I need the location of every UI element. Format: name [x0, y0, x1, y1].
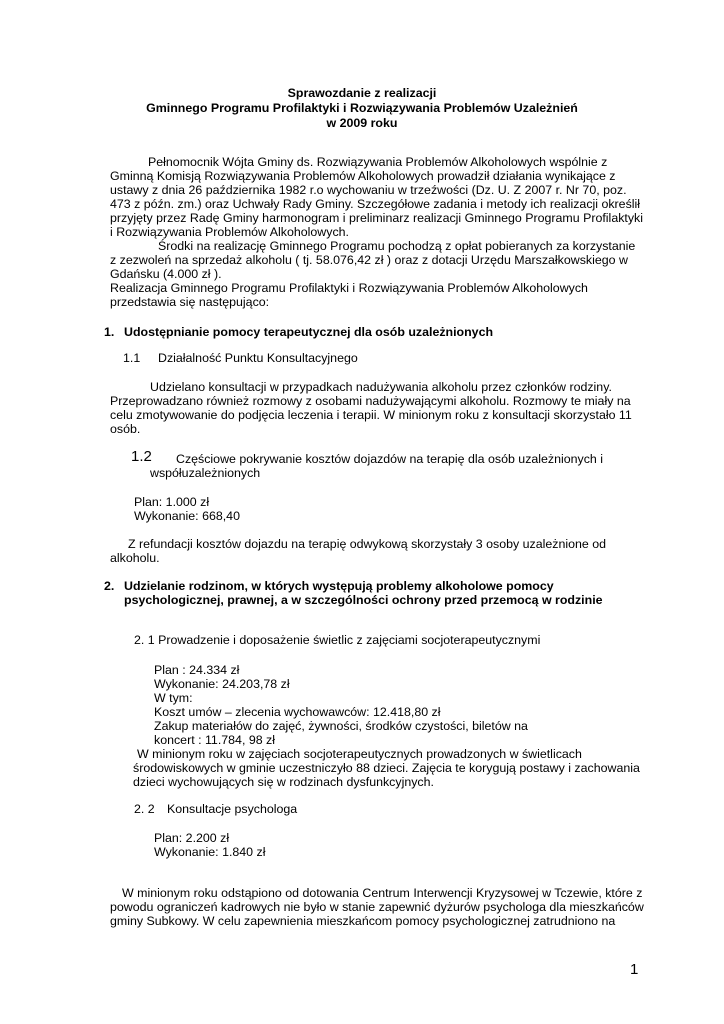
- paragraph-line: gminy Subkowy. W celu zapewnienia mieszkańcom pomocy psychologicznej zatrudniono na: [110, 914, 616, 928]
- execution-value: Wykonanie: 668,40: [134, 509, 240, 523]
- plan-value: Plan: 2.200 zł: [154, 831, 230, 845]
- intro-line: Realizacja Gminnego Programu Profilaktyki i Rozwiązywania Problemów Alkoholowych: [110, 281, 588, 295]
- including-label: W tym:: [154, 691, 193, 705]
- paragraph-line: Przeprowadzano również rozmowy z osobami nadużywającymi alkoholu. Rozmowy te miały na: [110, 394, 631, 408]
- paragraph-line: W minionym roku w zajęciach socjoterapeutycznych prowadzonych w świetlicach: [137, 747, 582, 761]
- page-number: 1: [630, 961, 639, 978]
- subsection-1-2-number: 1.2: [131, 448, 152, 465]
- intro-line: Środki na realizację Gminnego Programu pochodzą z opłat pobieranych za korzystanie: [158, 239, 636, 253]
- plan-value: Plan: 1.000 zł: [134, 495, 210, 509]
- paragraph-line: celu zmotywowanie do podjęcia leczenia i terapii. W minionym roku z konsultacji skorzystało 11: [110, 408, 632, 422]
- execution-value: Wykonanie: 1.840 zł: [154, 845, 266, 859]
- intro-line: i Rozwiązywania Problemów Alkoholowych.: [110, 225, 349, 239]
- subsection-1-2-title: Częściowe pokrywanie kosztów dojazdów na terapię dla osób uzależnionych i: [176, 452, 604, 466]
- paragraph-line: Z refundacji kosztów dojazdu na terapię odwykową skorzystały 3 osoby uzależnione od: [128, 537, 606, 551]
- intro-line: Pełnomocnik Wójta Gminy ds. Rozwiązywania Problemów Alkoholowych wspólnie z: [148, 155, 608, 169]
- section-2-heading: psychologicznej, prawnej, a w szczególności ochrony przed przemocą w rodzinie: [124, 593, 603, 607]
- cost-line: Koszt umów – zlecenia wychowawców: 12.418,80 zł: [154, 705, 441, 719]
- subsection-1-2-title: współuzależnionych: [150, 466, 261, 480]
- section-2-heading: Udzielanie rodzinom, w których występują problemy alkoholowe pomocy: [124, 579, 554, 593]
- paragraph-line: alkoholu.: [110, 551, 160, 565]
- intro-line: przyjęty przez Radę Gminy harmonogram i preliminarz realizacji Gminnego Programu Profilaktyki: [110, 211, 643, 225]
- intro-line: Gminną Komisją Rozwiązywania Problemów Alkoholowych prowadził działania wynikające z: [110, 169, 616, 183]
- intro-line: ustawy z dnia 26 października 1982 r.o wychowaniu w trzeźwości (Dz. U. Z 2007 r. Nr 70, poz.: [110, 183, 627, 197]
- subsection-2-2-number: 2. 2: [134, 802, 155, 816]
- title-line-3: w 2009 roku: [326, 116, 398, 130]
- intro-line: przedstawia się następująco:: [110, 295, 270, 309]
- intro-line: 473 z późn. zm.) oraz Uchwały Rady Gminy. Szczegółowe zadania i metody ich realizacji określił: [110, 197, 641, 211]
- execution-value: Wykonanie: 24.203,78 zł: [154, 677, 290, 691]
- paragraph-line: osób.: [110, 422, 141, 436]
- section-1-heading: Udostępnianie pomocy terapeutycznej dla osób uzależnionych: [124, 325, 494, 339]
- paragraph-line: W minionym roku odstąpiono od dotowania Centrum Interwencji Kryzysowej w Tczewie, które z: [122, 886, 643, 900]
- cost-line: Zakup materiałów do zajęć, żywności, środków czystości, biletów na: [154, 719, 528, 733]
- subsection-2-2-title: Konsultacje psychologa: [167, 802, 298, 816]
- subsection-1-1-number: 1.1: [123, 351, 141, 365]
- subsection-1-1-title: Działalność Punktu Konsultacyjnego: [158, 351, 358, 365]
- cost-line: koncert : 11.784, 98 zł: [154, 733, 275, 747]
- paragraph-line: Udzielano konsultacji w przypadkach nadużywania alkoholu przez członków rodziny.: [150, 380, 612, 394]
- title-line-2: Gminnego Programu Profilaktyki i Rozwiązywania Problemów Uzależnień: [146, 101, 578, 115]
- subsection-2-1-title: 2. 1 Prowadzenie i doposażenie świetlic z zajęciami socjoterapeutycznymi: [134, 633, 541, 647]
- paragraph-line: środowiskowych w gminie uczestniczyło 88 dzieci. Zajęcia te korygują postawy i zachowania: [133, 761, 640, 775]
- title-line-1: Sprawozdanie z realizacji: [287, 86, 437, 100]
- intro-line: z zezwoleń na sprzedaż alkoholu ( tj. 58.076,42 zł ) oraz z dotacji Urzędu Marszałkowskiego w: [110, 253, 628, 267]
- plan-value: Plan : 24.334 zł: [154, 663, 240, 677]
- paragraph-line: dzieci wychowujących się w rodzinach dysfunkcyjnych.: [133, 775, 434, 789]
- intro-line: Gdańsku (4.000 zł ).: [110, 267, 222, 281]
- section-1-number: 1.: [104, 325, 115, 339]
- section-2-number: 2.: [104, 579, 115, 593]
- paragraph-line: powodu ograniczeń kadrowych nie było w stanie zapewnić dyżurów psychologa dla mieszkańców: [110, 900, 644, 914]
